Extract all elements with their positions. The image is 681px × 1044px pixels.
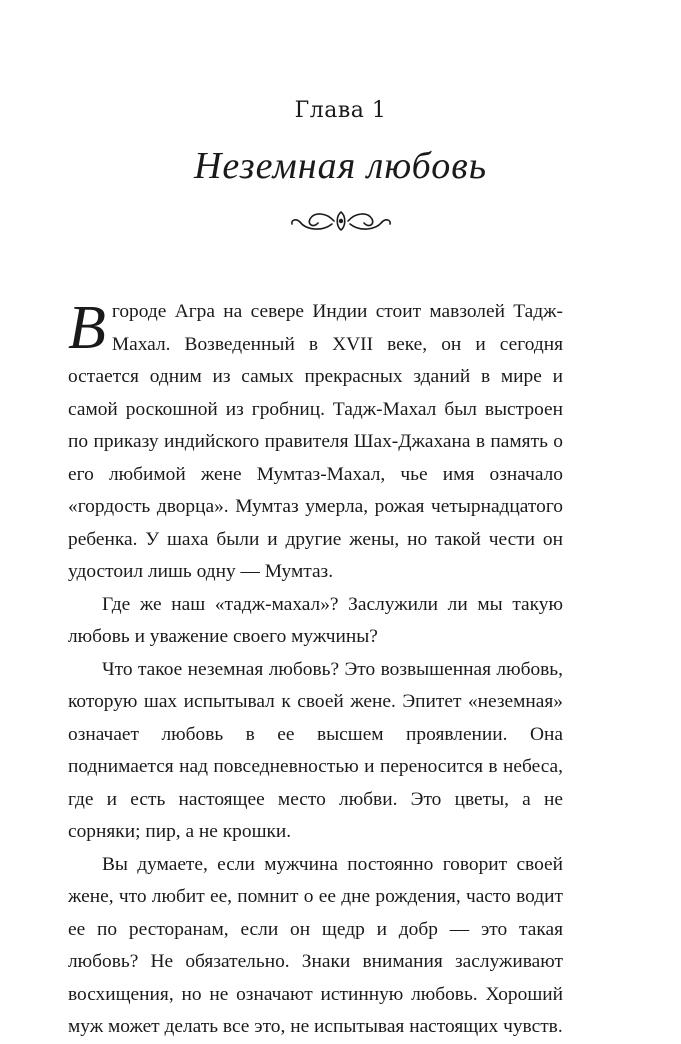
body-text [68,296,563,1044]
drop-cap: В [68,294,106,362]
paragraph-3: Что такое неземная любовь? Это возвышенная любовь, которую шах испытывал к своей жене. Эпитет «неземная» означает любовь в ее высшем проявлении. Она поднимается над повседневностью и переносится в небеса, где и есть настоящее место любви. Это цветы, а не сорняки; пир, а не крошки. [68,658,563,842]
decorative-flourish-icon [286,206,396,236]
paragraph-2: Где же наш «тадж-махал»? Заслужили ли мы такую любовь и уважение своего мужчины? [68,593,563,647]
chapter-label: Глава 1 [294,98,387,123]
paragraph-4: Вы думаете, если мужчина постоянно говорит своей жене, что любит ее, помнит о ее дне рождения, часто водит ее по ресторанам, если он щедр и добр — это такая любовь? Не обязательно. Знаки внимания заслуживают восхищения, но не означают истинную любовь. Хороший муж может делать все это, не испытывая настоящих чувств. [68,853,563,1037]
chapter-title: Неземная любовь [193,145,488,187]
paragraph-text: городе Агра на севере Индии стоит мавзолей Тадж-Махал. Возведенный в XVII веке, он и сегодня остается одним из самых прекрасных зданий в мире и самой роскошной из гробниц. Тадж-Махал был выстроен по приказу индийского правителя Шах-Джахана в память о его любимой жене Мумтаз-Махал, чье имя означало «гордость дворца». Мумтаз умерла, рожая четырнадцатого ребенка. У шаха были и другие жены, но такой чести он удостоил лишь одну — Мумтаз. [68,301,563,582]
paragraph-1 [68,296,563,589]
